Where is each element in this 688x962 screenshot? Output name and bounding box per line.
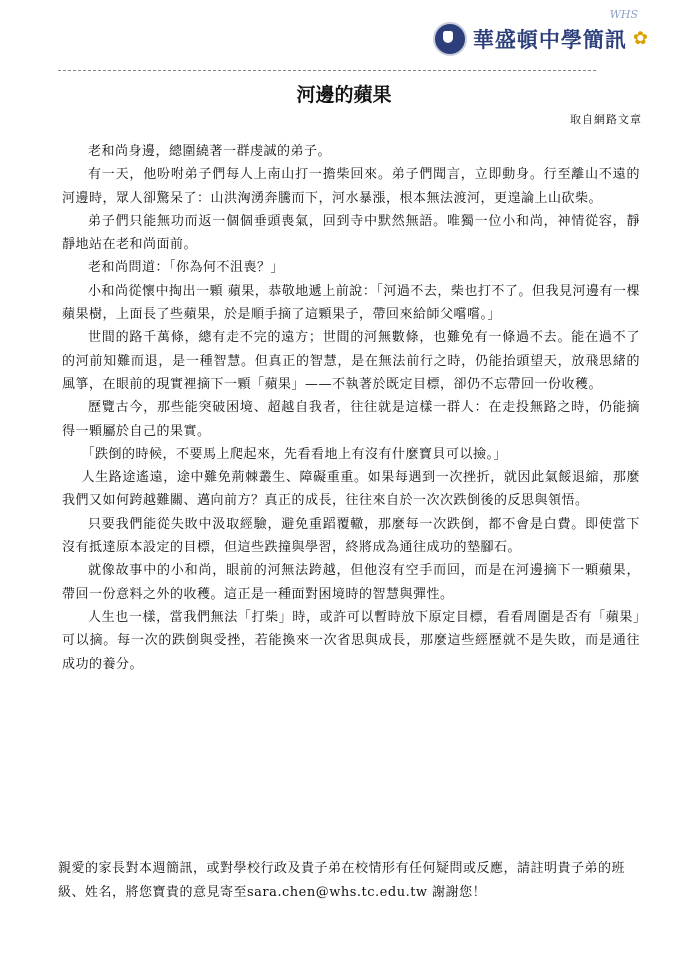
article-title: 河邊的蘋果	[296, 84, 392, 106]
header-divider	[58, 70, 596, 71]
article-paragraph: 有一天，他吩咐弟子們每人上南山打一擔柴回來。弟子們聞言，立即動身。行至離山不遠的河邊時，眾人卻驚呆了：山洪洶湧奔騰而下，河水暴漲，根本無法渡河，更遑論上山砍柴。	[62, 167, 640, 206]
article-paragraph: 弟子們只能無功而返一個個垂頭喪氣，回到寺中默然無語。唯獨一位小和尚，神情從容，靜靜地站在老和尚面前。	[62, 213, 640, 253]
article-paragraph: 人生路途遙遠，途中難免荊棘叢生、障礙重重。如果每遇到一次挫折，就因此氣餒退縮，那麼我們又如何跨越難關、邁向前方？真正的成長，往往來自於一次次跌倒後的反思與領悟。	[62, 470, 640, 509]
article-body	[62, 140, 640, 676]
article-paragraph: 人生也一樣，當我們無法「打柴」時，或許可以暫時放下原定目標，看看周圍是否有「蘋果」可以摘。每一次的跌倒與受挫，若能換來一次省思與成長，那麼這些經歷就不是失敗，而是通往成功的養分。	[62, 609, 640, 672]
newsletter-logo	[433, 8, 648, 56]
article-paragraph: 歷覽古今，那些能突破困境、超越自我者，往往就是這樣一群人：在走投無路之時，仍能摘得一顆屬於自己的果實。	[62, 400, 640, 439]
article-paragraph: 小和尚從懷中掏出一顆 蘋果，恭敬地遞上前說：「河過不去，柴也打不了。但我見河邊有一棵蘋果樹，上面長了些蘋果，於是順手摘了這顆果子，帶回來給師父嚐嚐。」	[62, 283, 640, 323]
article-paragraph: 就像故事中的小和尚，眼前的河無法跨越，但他沒有空手而回，而是在河邊摘下一顆蘋果，帶回一份意料之外的收穫。這正是一種面對困境時的智慧與彈性。	[62, 563, 640, 602]
bee-icon: ✿	[632, 28, 648, 49]
article-paragraph: 只要我們能從失敗中汲取經驗，避免重蹈覆轍，那麼每一次跌倒，都不會是白費。即使當下沒有抵達原本設定的目標，但這些跌撞與學習，終將成為通往成功的墊腳石。	[62, 516, 640, 556]
whs-tag: WHS	[609, 8, 638, 21]
newsletter-brand: 華盛頓中學簡訊	[472, 28, 627, 52]
article-quote: 「跌倒的時候，不要馬上爬起來，先看看地上有沒有什麼寶貝可以撿。」	[81, 446, 508, 462]
footer-notice	[58, 857, 638, 905]
article-paragraph: 世間的路千萬條，總有走不完的遠方；世間的河無數條，也難免有一條過不去。能在過不了的河前知難而退，是一種智慧。但真正的智慧，是在無法前行之時，仍能抬頭望天，放飛思緒的風箏，在眼前的現實裡摘下一顆「蘋果」——不執著於既定目標，卻仍不忘帶回一份收穫。	[62, 330, 640, 392]
article-paragraph: 老和尚身邊，總圍繞著一群虔誠的弟子。	[88, 144, 332, 159]
article-source: 取自網路文章	[570, 113, 642, 126]
article-paragraph: 老和尚問道：「你為何不沮喪？」	[88, 260, 285, 276]
school-seal-icon	[433, 22, 467, 56]
footer-text: 親愛的家長對本週簡訊，或對學校行政及貴子弟在校情形有任何疑問或反應，請註明貴子弟的班級、姓名，將您寶貴的意見寄至sara.chen@whs.tc.edu.tw 謝謝您！	[58, 861, 626, 900]
